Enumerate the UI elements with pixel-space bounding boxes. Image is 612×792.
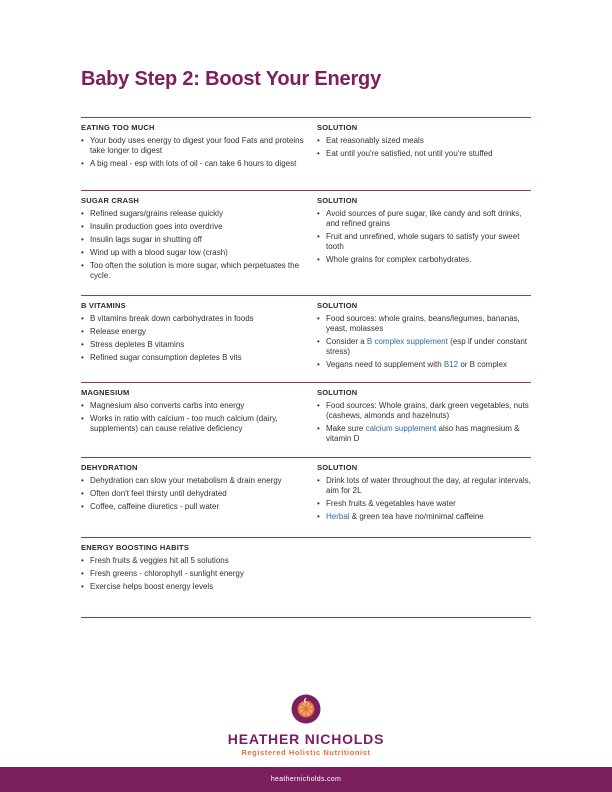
b-complex-link[interactable]: B complex supplement	[366, 337, 448, 346]
section-heading: EATING TOO MUCH	[81, 123, 155, 132]
text: & green tea have no/minimal caffeine	[349, 512, 484, 521]
solution-heading: SOLUTION	[317, 388, 358, 397]
list-item	[317, 512, 535, 522]
section-heading: SUGAR CRASH	[81, 196, 140, 205]
brand-name: HEATHER NICHOLDS	[227, 731, 385, 747]
list-item: • Fresh greens - chlorophyll - sunlight energy	[81, 569, 306, 579]
list-item: • Exercise helps boost energy levels	[81, 582, 306, 592]
list-item: • Food sources: Whole grains, dark green vegetables, nuts (cashews, almonds and hazelnuts)	[317, 401, 535, 421]
list-item: • Wind up with a blood sugar low (crash)	[81, 248, 306, 258]
list-item: • Refined sugars/grains release quickly	[81, 209, 306, 219]
list-item: • B vitamins break down carbohydrates in foods	[81, 314, 306, 324]
section-b-vitamins	[81, 301, 306, 366]
divider	[81, 190, 531, 191]
b12-link[interactable]: B12	[443, 360, 459, 369]
section-energy-boosting-habits	[81, 543, 306, 595]
text: (esp if under constant stress)	[326, 337, 528, 356]
divider	[81, 617, 531, 618]
divider	[81, 295, 531, 296]
text: Consider a	[326, 337, 367, 346]
divider	[81, 537, 531, 538]
list-item: • Your body uses energy to digest your food Fats and proteins take longer to digest	[81, 136, 306, 156]
solution-magnesium	[317, 388, 535, 447]
list-item: • Drink lots of water throughout the day, at regular intervals, aim for 2L	[317, 476, 535, 496]
list-item: • Magnesium also converts carbs into energy	[81, 401, 306, 411]
list-item	[317, 424, 535, 444]
list-item: • Insulin lags sugar in shutting off	[81, 235, 306, 245]
list-item: • Stress depletes B vitamins	[81, 340, 306, 350]
list-item	[317, 360, 535, 370]
section-heading: ENERGY BOOSTING HABITS	[81, 543, 190, 552]
section-eating-too-much	[81, 123, 306, 172]
list-item: • Often don't feel thirsty until dehydrated	[81, 489, 306, 499]
section-magnesium	[81, 388, 306, 437]
section-sugar-crash	[81, 196, 306, 284]
divider	[81, 117, 531, 118]
footer-bar	[0, 767, 612, 792]
solution-b-vitamins	[317, 301, 535, 373]
list-item: • Dehydration can slow your metabolism & drain energy	[81, 476, 306, 486]
solution-dehydration	[317, 463, 535, 525]
list-item: • Eat until you're satisfied, not until you're stuffed	[317, 149, 535, 159]
divider	[81, 457, 531, 458]
solution-eating-too-much	[317, 123, 535, 162]
solution-heading: SOLUTION	[317, 301, 358, 310]
list-item: • Food sources: whole grains, beans/legumes, bananas, yeast, molasses	[317, 314, 535, 334]
text: also has magnesium & vitamin D	[326, 424, 520, 443]
list-item: • Too often the solution is more sugar, which perpetuates the cycle.	[81, 261, 306, 281]
list-item: • Works in ratio with calcium - too much calcium (dairy, supplements) can cause relative deficiency	[81, 414, 306, 434]
solution-heading: SOLUTION	[317, 463, 358, 472]
list-item	[317, 337, 535, 357]
solution-heading: SOLUTION	[317, 123, 358, 132]
list-item: • Eat reasonably sized meals	[317, 136, 535, 146]
section-dehydration	[81, 463, 306, 515]
website-link[interactable]: heathernicholds.com	[270, 776, 342, 783]
herbal-link[interactable]: Herbal	[326, 512, 350, 521]
brand-tagline: Registered Holistic Nutritionist	[241, 748, 371, 757]
solution-heading: SOLUTION	[317, 196, 358, 205]
list-item: • Insulin production goes into overdrive	[81, 222, 306, 232]
solution-sugar-crash	[317, 196, 535, 268]
text: Vegans need to supplement with	[326, 360, 444, 369]
list-item: • Fresh fruits & veggies hit all 5 solutions	[81, 556, 306, 566]
list-item: • Fruit and unrefined, whole sugars to satisfy your sweet tooth	[317, 232, 535, 252]
section-heading: B VITAMINS	[81, 301, 126, 310]
divider	[81, 382, 531, 383]
section-heading: DEHYDRATION	[81, 463, 138, 472]
list-item: • Release energy	[81, 327, 306, 337]
list-item: • Coffee, caffeine diuretics - pull water	[81, 502, 306, 512]
list-item: • Refined sugar consumption depletes B vits	[81, 353, 306, 363]
text: Make sure	[326, 424, 366, 433]
section-heading: MAGNESIUM	[81, 388, 130, 397]
page-title: Baby Step 2: Boost Your Energy	[81, 68, 381, 90]
list-item: • Avoid sources of pure sugar, like candy and soft drinks, and refined grains	[317, 209, 535, 229]
text: or B complex	[458, 360, 507, 369]
list-item: • Fresh fruits & vegetables have water	[317, 499, 535, 509]
list-item: • Whole grains for complex carbohydrates.	[317, 255, 535, 265]
list-item: • A big meal - esp with lots of oil - can take 6 hours to digest	[81, 159, 306, 169]
calcium-supplement-link[interactable]: calcium supplement	[365, 424, 437, 433]
orange-slice-logo-icon	[291, 694, 321, 724]
